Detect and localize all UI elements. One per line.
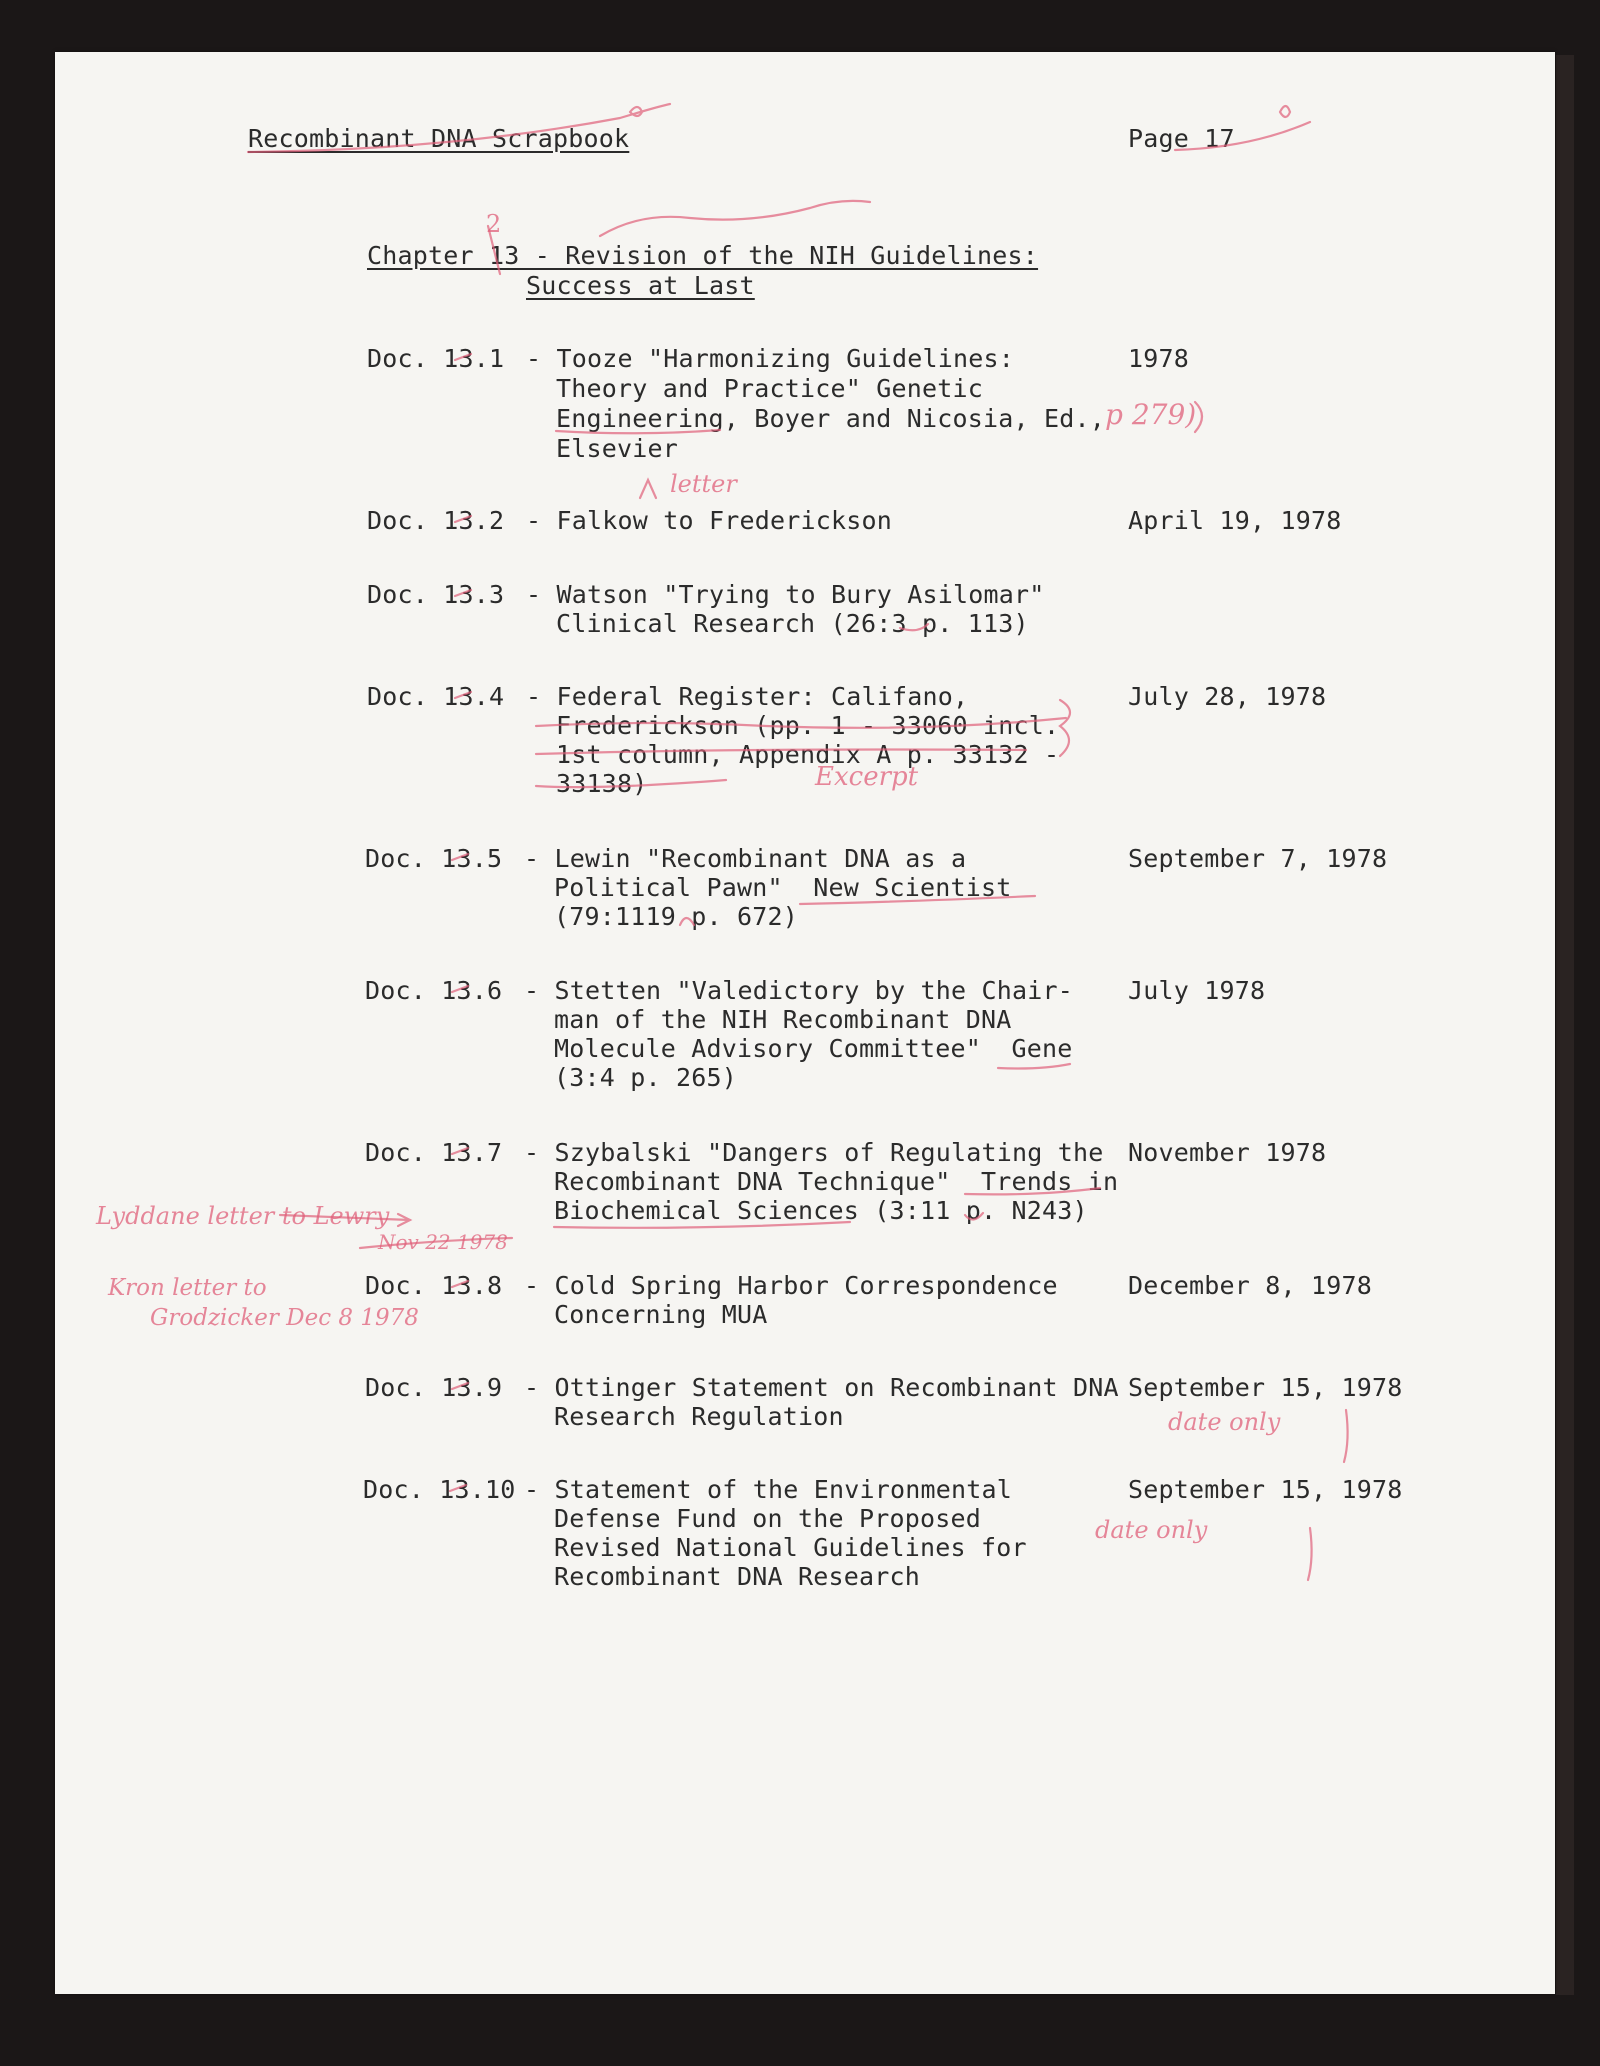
entry-text: Frederickson (pp. 1 - 33060 incl. (556, 711, 1060, 740)
entry-text: - Ottinger Statement on Recombinant DNA (524, 1373, 1119, 1402)
entry-text: (79:1119 p. 672) (554, 902, 799, 931)
entry-text: Biochemical Sciences (3:11 p. N243) (554, 1196, 1088, 1225)
handwritten-chapter-number: 2 (486, 210, 502, 238)
entry-text: Theory and Practice" Genetic (556, 374, 984, 403)
entry-id: Doc. 13.1 (367, 344, 505, 373)
entry-date: April 19, 1978 (1128, 506, 1342, 535)
entry-text: - Watson "Trying to Bury Asilomar" (526, 580, 1045, 609)
page-number: Page 17 (1128, 124, 1235, 153)
entry-text: - Federal Register: Califano, (526, 682, 969, 711)
entry-text: 33138) (556, 769, 648, 798)
entry-id: Doc. 13.5 (365, 844, 503, 873)
document-title: Recombinant DNA Scrapbook (248, 124, 630, 153)
entry-text: Clinical Research (26:3 p. 113) (556, 609, 1029, 638)
entry-id: Doc. 13.9 (365, 1373, 503, 1402)
entry-text: Recombinant DNA Research (554, 1562, 921, 1591)
entry-text: Defense Fund on the Proposed (554, 1504, 982, 1533)
entry-id: Doc. 13.8 (365, 1271, 503, 1300)
entry-text: - Stetten "Valedictory by the Chair- (524, 976, 1074, 1005)
handwritten-kron-date: Grodzicker Dec 8 1978 (150, 1305, 419, 1331)
handwritten-excerpt-note: Excerpt (815, 762, 919, 792)
chapter-subtitle: Success at Last (526, 271, 755, 300)
entry-date: September 15, 1978 (1128, 1475, 1403, 1504)
entry-text: Concerning MUA (554, 1300, 768, 1329)
entry-text: Revised National Guidelines for (554, 1533, 1027, 1562)
entry-id: Doc. 13.7 (365, 1138, 503, 1167)
handwritten-page-ref: p 279) (1105, 398, 1197, 431)
entry-id: Doc. 13.10 (363, 1475, 516, 1504)
entry-text: - Lewin "Recombinant DNA as a (524, 844, 967, 873)
entry-date: 1978 (1128, 344, 1190, 373)
handwritten-lyddane-note: Lyddane letter to Lewry (96, 1202, 390, 1230)
entry-text: - Statement of the Environmental (524, 1475, 1013, 1504)
entry-text: Recombinant DNA Technique" Trends in (554, 1167, 1119, 1196)
entry-id: Doc. 13.3 (367, 580, 505, 609)
entry-text: Engineering, Boyer and Nicosia, Ed., (556, 404, 1106, 433)
handwritten-insert: letter (670, 470, 737, 498)
entry-text: 1st column, Appendix A p. 33132 - (556, 740, 1060, 769)
entry-date: September 15, 1978 (1128, 1373, 1403, 1402)
entry-id: Doc. 13.6 (365, 976, 503, 1005)
entry-text: Molecule Advisory Committee" Gene (554, 1034, 1073, 1063)
entry-text: - Cold Spring Harbor Correspondence (524, 1271, 1058, 1300)
entry-text: (3:4 p. 265) (554, 1063, 738, 1092)
entry-id: Doc. 13.4 (367, 682, 505, 711)
entry-text: Political Pawn" New Scientist (554, 873, 1012, 902)
background-strip (1556, 55, 1574, 1995)
entry-text: - Szybalski "Dangers of Regulating the (524, 1138, 1104, 1167)
entry-date: September 7, 1978 (1128, 844, 1388, 873)
entry-text: man of the NIH Recombinant DNA (554, 1005, 1012, 1034)
entry-text: Elsevier (556, 434, 679, 463)
entry-date: July 1978 (1128, 976, 1266, 1005)
entry-text: Research Regulation (554, 1402, 844, 1431)
entry-id: Doc. 13.2 (367, 506, 505, 535)
chapter-heading: Chapter 13 - Revision of the NIH Guidelines: (367, 241, 1039, 270)
entry-date: December 8, 1978 (1128, 1271, 1373, 1300)
entry-text: - Falkow to Frederickson (526, 506, 893, 535)
handwritten-date-only-10: date only (1095, 1516, 1208, 1544)
entry-date: November 1978 (1128, 1138, 1327, 1167)
handwritten-kron-note: Kron letter to (108, 1275, 267, 1301)
entry-text: - Tooze "Harmonizing Guidelines: (526, 344, 1015, 373)
handwritten-date-only-9: date only (1168, 1408, 1281, 1436)
handwritten-lyddane-date: Nov 22 1978 (378, 1230, 508, 1254)
entry-date: July 28, 1978 (1128, 682, 1327, 711)
